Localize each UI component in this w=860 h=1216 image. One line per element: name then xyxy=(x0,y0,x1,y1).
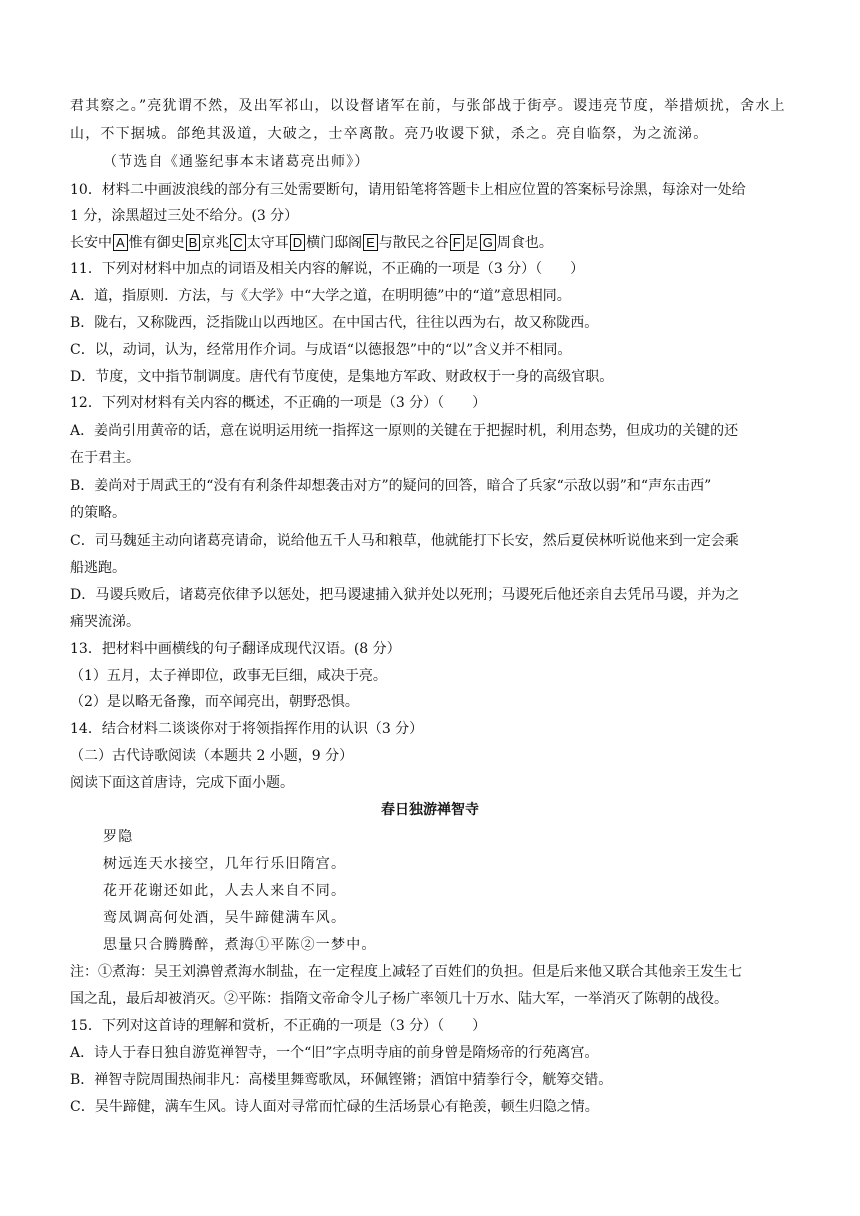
question-11-option-c: C．以，动词，认为，经常用作介词。与成语“以德报怨”中的“以”含义并不相同。 xyxy=(70,342,572,358)
answer-mark-d[interactable]: D xyxy=(290,234,305,251)
question-15-option-a: A．诗人于春日独自游览禅智寺，一个“旧”字点明寺庙的前身曾是隋炀帝的行苑离宫。 xyxy=(70,1045,599,1061)
question-12-option-d-cont: 痛哭流涕。 xyxy=(70,614,140,630)
poem-title: 春日独游禅智寺 xyxy=(381,802,479,818)
passage-line: 山，不下据城。郃绝其汲道，大破之，士卒离散。亮乃收谡下狱，杀之。亮自临祭，为之流涕。 xyxy=(70,126,709,142)
question-10-stem: 10．材料二中画波浪线的部分有三处需要断句，请用铅笔将答题卡上相应位置的答案标号涂黑，每涂对一处给 xyxy=(70,182,746,198)
question-12-option-c: C．司马魏延主动向诸葛亮请命，说给他五千人马和粮草，他就能打下长安，然后夏侯林听说他来到一定会乘 xyxy=(70,533,739,549)
question-10-stem: 1 分，涂黑超过三处不给分。(3 分） xyxy=(70,208,299,224)
question-14-stem: 14．结合材料二谈谈你对于将领指挥作用的认识（3 分） xyxy=(70,721,424,737)
answer-mark-e[interactable]: E xyxy=(363,234,378,251)
question-13-stem: 13．把材料中画横线的句子翻译成现代汉语。(8 分） xyxy=(70,641,401,657)
question-12-option-a: A．姜尚引用黄帝的话，意在说明运用统一指挥这一原则的关键在于把握时机，利用态势，但成功的关键的还 xyxy=(70,423,739,439)
section-heading: （二）古代诗歌阅读（本题共 2 小题，9 分） xyxy=(70,748,354,764)
answer-mark-g[interactable]: G xyxy=(480,234,496,251)
poem-line: 思量只合腾腾醉，煮海①平陈②一梦中。 xyxy=(103,937,377,953)
answer-mark-c[interactable]: C xyxy=(230,234,245,251)
segment: 足 xyxy=(464,235,479,251)
question-12-option-b-cont: 的策略。 xyxy=(70,505,126,521)
poem-line: 鸾凤调高何处酒，吴牛蹄健满车风。 xyxy=(103,910,347,926)
segment: 惟有御史 xyxy=(128,235,185,251)
segment: 横门邸阁 xyxy=(306,235,363,251)
question-11-option-b: B．陇右，又称陇西，泛指陇山以西地区。在中国古代，往往以西为右，故又称陇西。 xyxy=(70,315,599,331)
question-11-option-d: D．节度，文中指节制调度。唐代有节度使，是集地方军政、财政权于一身的高级官职。 xyxy=(70,369,614,385)
segment: 长安中 xyxy=(70,235,112,251)
poem-note: 国之乱，最后却被消灭。②平陈：指隋文帝命令儿子杨广率领几十万水、陆大军，一举消灭了陈朝的战役。 xyxy=(70,991,728,1007)
question-15-stem: 15．下列对这首诗的理解和赏析，不正确的一项是（3 分）（ ） xyxy=(70,1018,487,1034)
question-12-option-c-cont: 船逃跑。 xyxy=(70,560,126,576)
passage-line: 君其察之。”亮犹谓不然，及出军祁山，以设督诸军在前，与张郃战于街亭。谡违亮节度，举措烦扰，舍水上 xyxy=(70,98,786,114)
segment: 京兆 xyxy=(201,235,230,251)
segment: 太守耳 xyxy=(246,235,289,251)
answer-mark-f[interactable]: F xyxy=(450,234,464,251)
poem-author: 罗隐 xyxy=(103,829,134,845)
question-15-option-c: C．吴牛蹄健，满车生风。诗人面对寻常而忙碌的生活场景心有艳羡，顿生归隐之情。 xyxy=(70,1099,599,1115)
question-11-option-a: A．道，指原则．方法，与《大学》中“大学之道，在明明德”中的“道”意思相同。 xyxy=(70,288,571,304)
poem-note: 注：①煮海：吴王刘濞曾煮海水制盐，在一定程度上减轻了百姓们的负担。但是后来他又联合其他亲王发生七 xyxy=(70,964,742,980)
answer-mark-a[interactable]: A xyxy=(113,234,128,251)
question-12-option-b: B．姜尚对于周武王的“没有有利条件却想袭击对方”的疑问的回答，暗合了兵家“示敌以弱”和“声东击西” xyxy=(70,478,712,494)
question-13-sentence-1: （1）五月，太子禅即位，政事无巨细，咸决于亮。 xyxy=(70,668,387,684)
segment: 周食也。 xyxy=(496,235,553,251)
question-12-option-a-cont: 在于君主。 xyxy=(70,450,140,466)
poem-line: 树远连天水接空，几年行乐旧隋宫。 xyxy=(103,856,347,872)
question-12-option-d: D．马谡兵败后，诸葛亮依律予以惩处，把马谡逮捕入狱并处以死刑；马谡死后他还亲自去凭吊马谡，并为之 xyxy=(70,587,740,603)
section-intro: 阅读下面这首唐诗，完成下面小题。 xyxy=(70,775,294,791)
question-11-stem: 11．下列对材料中加点的词语及相关内容的解说，不正确的一项是（3 分）（ ） xyxy=(70,261,585,277)
segment: 与散民之谷 xyxy=(378,235,449,251)
answer-mark-b[interactable]: B xyxy=(186,234,201,251)
question-13-sentence-2: （2）是以略无备豫，而卒闻亮出，朝野恐惧。 xyxy=(70,694,359,710)
question-15-option-b: B．禅智寺院周围热闹非凡：高楼里舞鸾歌凤，环佩铿锵；酒馆中猜拳行令，觥筹交错。 xyxy=(70,1072,613,1088)
poem-line: 花开花谢还如此，人去人来自不同。 xyxy=(103,883,347,899)
passage-source: （节选自《通鉴纪事本末诸葛亮出师》） xyxy=(103,154,370,170)
question-10-sentence xyxy=(70,233,553,253)
question-12-stem: 12．下列对材料有关内容的概述，不正确的一项是（3 分）（ ） xyxy=(70,395,487,411)
